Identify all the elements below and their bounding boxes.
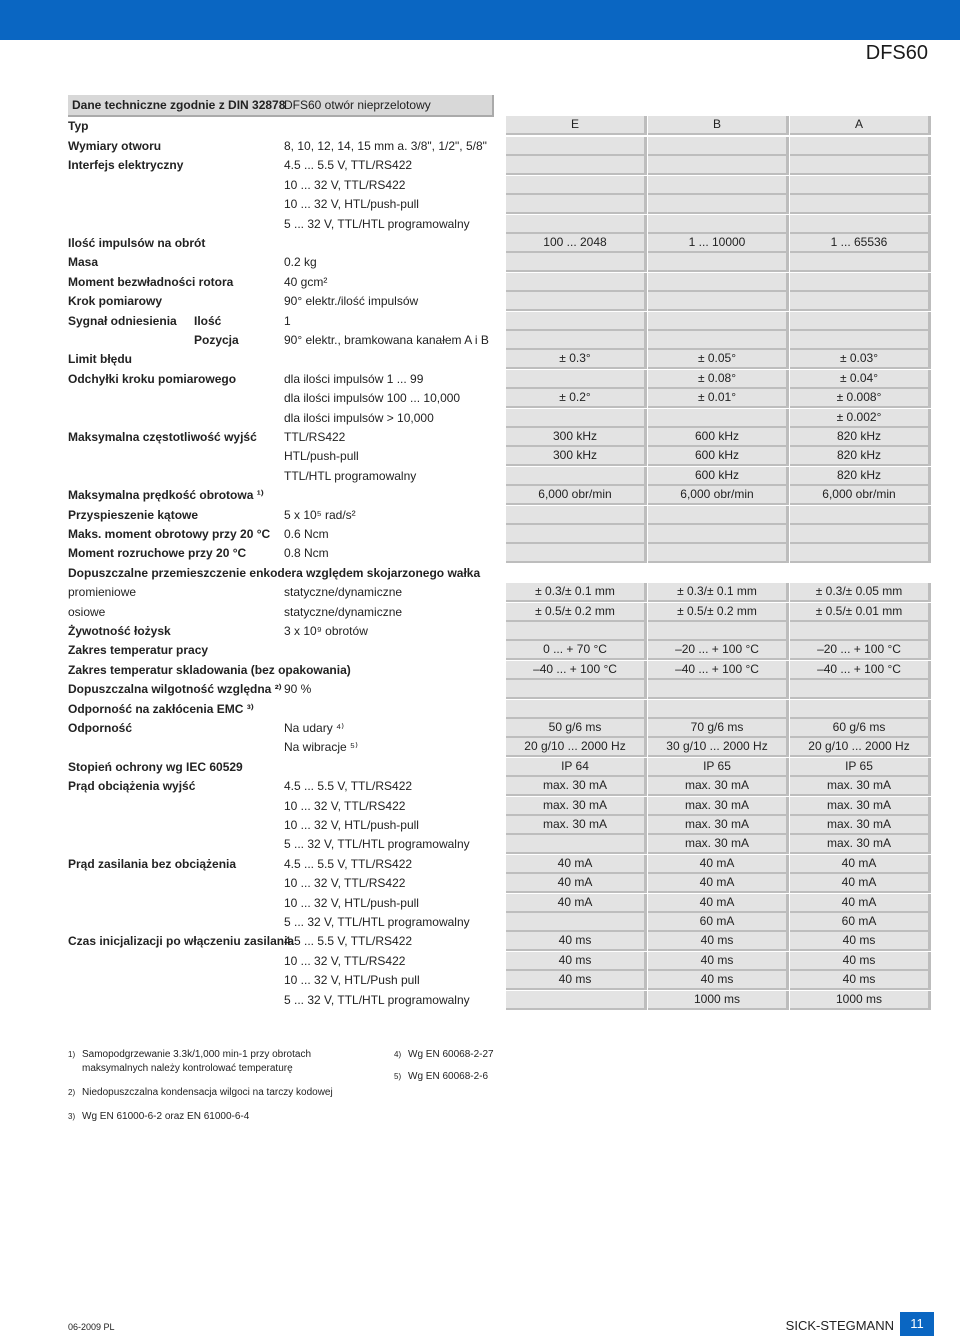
cell-a: –20 ... + 100 °C	[790, 641, 931, 660]
cell-e: 50 g/6 ms	[506, 719, 647, 738]
cell-a: ± 0.03°	[790, 350, 931, 369]
row-label: Przyspieszenie kątowe	[68, 508, 199, 522]
row-value: 10 ... 32 V, TTL/RS422	[284, 799, 406, 813]
row-label: Prąd zasilania bez obciążenia	[68, 857, 237, 871]
row-value: 10 ... 32 V, HTL/Push pull	[284, 973, 420, 987]
cell-a: ± 0.3/± 0.05 mm	[790, 583, 931, 602]
row-value: 5 ... 32 V, TTL/HTL programowalny	[284, 837, 470, 851]
cell-e: max. 30 mA	[506, 777, 647, 796]
cell-a	[790, 156, 931, 175]
cell-e: IP 64	[506, 758, 647, 777]
cell-b: 600 kHz	[648, 428, 789, 447]
row-label: Masa	[68, 255, 99, 269]
row-value: 10 ... 32 V, TTL/RS422	[284, 178, 406, 192]
row-value: Na wibracje ⁵⁾	[284, 740, 358, 754]
cell-b	[648, 273, 789, 292]
cell-b: 40 ms	[648, 932, 789, 951]
row-label: Krok pomiarowy	[68, 294, 163, 308]
cell-b: –20 ... + 100 °C	[648, 641, 789, 660]
row-label: Moment bezwładności rotora	[68, 275, 234, 289]
cell-e: ± 0.2°	[506, 389, 647, 408]
cell-a: IP 65	[790, 758, 931, 777]
cell-a: 40 mA	[790, 855, 931, 874]
cell-b	[648, 680, 789, 699]
row-label: Maksymalna częstotliwość wyjść	[68, 430, 257, 444]
footer-date: 06-2009 PL	[68, 1322, 115, 1332]
cell-b	[648, 215, 789, 234]
row-value: 8, 10, 12, 14, 15 mm a. 3/8", 1/2", 5/8"	[284, 139, 487, 153]
cell-e: 40 ms	[506, 971, 647, 990]
cell-b: 60 mA	[648, 913, 789, 932]
cell-a: 820 kHz	[790, 428, 931, 447]
cell-a	[790, 253, 931, 272]
cell-b	[648, 506, 789, 525]
cell-b	[648, 176, 789, 195]
cell-b: 1000 ms	[648, 991, 789, 1010]
cell-b	[648, 544, 789, 563]
cell-a: max. 30 mA	[790, 797, 931, 816]
brand-name: SICK-STEGMANN	[785, 1318, 894, 1333]
row-value: 5 x 10⁵ rad/s²	[284, 508, 356, 522]
cell-e	[506, 176, 647, 195]
table-title-right: DFS60 otwór nieprzelotowy	[284, 98, 431, 112]
row-label: Ilość impulsów na obrót	[68, 236, 206, 250]
row-value: statyczne/dynamiczne	[284, 585, 403, 599]
cell-b	[648, 137, 789, 156]
row-label: osiowe	[68, 605, 106, 619]
row-label: Wymiary otworu	[68, 139, 162, 153]
row-value: dla ilości impulsów > 10,000	[284, 411, 434, 425]
row-value: 90° elektr., bramkowana kanałem A i B	[284, 333, 489, 347]
cell-e: 100 ... 2048	[506, 234, 647, 253]
cell-e	[506, 991, 647, 1010]
cell-e	[506, 467, 647, 486]
page-number: 11	[900, 1312, 934, 1336]
cell-e	[506, 156, 647, 175]
cell-b	[648, 331, 789, 350]
cell-e	[506, 253, 647, 272]
cell-a: 60 mA	[790, 913, 931, 932]
cell-a	[790, 506, 931, 525]
cell-e	[506, 137, 647, 156]
row-value: 4.5 ... 5.5 V, TTL/RS422	[284, 857, 413, 871]
cell-e: ± 0.5/± 0.2 mm	[506, 603, 647, 622]
cell-a: 40 ms	[790, 952, 931, 971]
row-value: 10 ... 32 V, TTL/RS422	[284, 954, 406, 968]
cell-a: ± 0.5/± 0.01 mm	[790, 603, 931, 622]
cell-b	[648, 156, 789, 175]
cell-b: ± 0.08°	[648, 370, 789, 389]
row-label: Sygnał odniesienia	[68, 314, 177, 328]
row-value: 3 x 10⁹ obrotów	[284, 624, 368, 638]
cell-b: ± 0.5/± 0.2 mm	[648, 603, 789, 622]
cell-a: ± 0.002°	[790, 409, 931, 428]
row-label: promieniowe	[68, 585, 137, 599]
row-label: Stopień ochrony wg IEC 60529	[68, 760, 243, 774]
cell-b: max. 30 mA	[648, 835, 789, 854]
cell-a	[790, 331, 931, 350]
cell-a: 20 g/10 ... 2000 Hz	[790, 738, 931, 757]
row-value: 90° elektr./ilość impulsów	[284, 294, 419, 308]
cell-a	[790, 273, 931, 292]
cell-b: 40 mA	[648, 855, 789, 874]
cell-e	[506, 409, 647, 428]
row-label: Odporność na zakłócenia EMC ³⁾	[68, 702, 254, 716]
cell-e: 40 ms	[506, 932, 647, 951]
cell-a: 820 kHz	[790, 467, 931, 486]
cell-a	[790, 195, 931, 214]
row-label: Odporność	[68, 721, 133, 735]
row-value: HTL/push-pull	[284, 449, 359, 463]
cell-e	[506, 680, 647, 699]
row-value: 90 %	[284, 682, 312, 696]
cell-e: ± 0.3/± 0.1 mm	[506, 583, 647, 602]
cell-e: max. 30 mA	[506, 797, 647, 816]
cell-e	[506, 215, 647, 234]
cell-a: –40 ... + 100 °C	[790, 661, 931, 680]
row-value: 5 ... 32 V, TTL/HTL programowalny	[284, 217, 470, 231]
cell-a: 820 kHz	[790, 447, 931, 466]
type-label: Typ	[68, 119, 89, 133]
footnote: 2) Niedopuszczalna kondensacja wilgoci na tarczy kodowej	[68, 1087, 333, 1098]
cell-b: –40 ... + 100 °C	[648, 661, 789, 680]
cell-b	[648, 292, 789, 311]
cell-a: 40 ms	[790, 932, 931, 951]
cell-b	[648, 700, 789, 719]
row-value: 10 ... 32 V, HTL/push-pull	[284, 197, 419, 211]
cell-a	[790, 176, 931, 195]
row-value: Na udary ⁴⁾	[284, 721, 345, 735]
row-label: Limit błędu	[68, 352, 132, 366]
row-label: Dopuszczalne przemieszczenie enkodera względem skojarzonego wałka	[68, 566, 481, 580]
row-value: 1	[284, 314, 291, 328]
footnote: 5) Wg EN 60068-2-6	[394, 1071, 489, 1082]
cell-e	[506, 292, 647, 311]
cell-a: max. 30 mA	[790, 816, 931, 835]
cell-b	[648, 195, 789, 214]
row-value: 4.5 ... 5.5 V, TTL/RS422	[284, 779, 413, 793]
footnote: 4) Wg EN 60068-2-27	[394, 1049, 494, 1060]
cell-e	[506, 331, 647, 350]
cell-e: ± 0.3°	[506, 350, 647, 369]
cell-e	[506, 544, 647, 563]
row-value: TTL/HTL programowalny	[284, 469, 417, 483]
col-header-a: A	[790, 116, 931, 135]
cell-e: 6,000 obr/min	[506, 486, 647, 505]
table-title-left: Dane techniczne zgodnie z DIN 32878	[72, 98, 286, 112]
row-value: 0.8 Ncm	[284, 546, 329, 560]
row-value: 4.5 ... 5.5 V, TTL/RS422	[284, 934, 413, 948]
cell-b: 600 kHz	[648, 447, 789, 466]
cell-e: max. 30 mA	[506, 816, 647, 835]
cell-e	[506, 273, 647, 292]
cell-e: 20 g/10 ... 2000 Hz	[506, 738, 647, 757]
cell-a	[790, 700, 931, 719]
cell-b: ± 0.05°	[648, 350, 789, 369]
cell-a	[790, 622, 931, 641]
cell-a: 60 g/6 ms	[790, 719, 931, 738]
footnote: 3) Wg EN 61000-6-2 oraz EN 61000-6-4	[68, 1111, 250, 1122]
cell-b	[648, 622, 789, 641]
cell-b: max. 30 mA	[648, 777, 789, 796]
row-value: dla ilości impulsów 1 ... 99	[284, 372, 424, 386]
row-value: 10 ... 32 V, TTL/RS422	[284, 876, 406, 890]
row-label: Prąd obciążenia wyjść	[68, 779, 196, 793]
cell-e: –40 ... + 100 °C	[506, 661, 647, 680]
row-sublabel: Ilość	[194, 314, 222, 328]
table-title-bar	[68, 95, 494, 117]
cell-b	[648, 409, 789, 428]
row-label: Czas inicjalizacji po włączeniu zasilania	[68, 934, 295, 948]
cell-a: max. 30 mA	[790, 777, 931, 796]
cell-e: 300 kHz	[506, 428, 647, 447]
cell-b: 70 g/6 ms	[648, 719, 789, 738]
row-value: 40 gcm²	[284, 275, 328, 289]
footnote: 1) Samopodgrzewanie 3.3k/1,000 min-1 przy obrotach maksymalnych należy kontrolować temperaturę	[68, 1049, 312, 1074]
cell-e: 300 kHz	[506, 447, 647, 466]
cell-b: 40 mA	[648, 894, 789, 913]
cell-b	[648, 525, 789, 544]
footnotes-right	[394, 1048, 594, 1088]
cell-e: 40 mA	[506, 874, 647, 893]
cell-b	[648, 312, 789, 331]
cell-b: 1 ... 10000	[648, 234, 789, 253]
top-brand-bar	[0, 0, 960, 40]
cell-e	[506, 370, 647, 389]
cell-e	[506, 622, 647, 641]
cell-b: ± 0.3/± 0.1 mm	[648, 583, 789, 602]
cell-e: 40 mA	[506, 894, 647, 913]
cell-a	[790, 292, 931, 311]
row-value: 10 ... 32 V, HTL/push-pull	[284, 896, 419, 910]
cell-a: 1 ... 65536	[790, 234, 931, 253]
cell-b: 40 mA	[648, 874, 789, 893]
row-value: 0.2 kg	[284, 255, 317, 269]
cell-b: IP 65	[648, 758, 789, 777]
cell-b: 600 kHz	[648, 467, 789, 486]
cell-a: 40 mA	[790, 874, 931, 893]
row-sublabel: Pozycja	[194, 333, 239, 347]
cell-e	[506, 525, 647, 544]
cell-b: 6,000 obr/min	[648, 486, 789, 505]
row-value: 5 ... 32 V, TTL/HTL programowalny	[284, 915, 470, 929]
col-header-e: E	[506, 116, 647, 135]
cell-e	[506, 506, 647, 525]
cell-e: 40 mA	[506, 855, 647, 874]
cell-a: ± 0.008°	[790, 389, 931, 408]
row-value: dla ilości impulsów 100 ... 10,000	[284, 391, 461, 405]
cell-a	[790, 215, 931, 234]
cell-a	[790, 312, 931, 331]
col-header-b: B	[648, 116, 789, 135]
cell-a	[790, 137, 931, 156]
row-label: Zakres temperatur pracy	[68, 643, 209, 657]
cell-e	[506, 700, 647, 719]
row-value: statyczne/dynamiczne	[284, 605, 403, 619]
cell-e	[506, 835, 647, 854]
cell-a: 40 ms	[790, 971, 931, 990]
cell-a	[790, 525, 931, 544]
cell-a: 6,000 obr/min	[790, 486, 931, 505]
cell-e: 40 ms	[506, 952, 647, 971]
cell-a: max. 30 mA	[790, 835, 931, 854]
cell-b: 40 ms	[648, 971, 789, 990]
cell-a	[790, 680, 931, 699]
cell-b: 30 g/10 ... 2000 Hz	[648, 738, 789, 757]
model-title: DFS60	[865, 42, 928, 64]
cell-e	[506, 195, 647, 214]
cell-b: ± 0.01°	[648, 389, 789, 408]
row-value: 10 ... 32 V, HTL/push-pull	[284, 818, 419, 832]
row-value: 4.5 ... 5.5 V, TTL/RS422	[284, 158, 413, 172]
row-label: Interfejs elektryczny	[68, 158, 184, 172]
row-label: Zakres temperatur skladowania (bez opakowania)	[68, 663, 351, 677]
cell-b: max. 30 mA	[648, 816, 789, 835]
row-label: Maksymalna prędkość obrotowa ¹⁾	[68, 488, 264, 502]
cell-b: max. 30 mA	[648, 797, 789, 816]
footnotes-left	[68, 1048, 378, 1128]
cell-b	[648, 253, 789, 272]
cell-a: 40 mA	[790, 894, 931, 913]
row-label: Moment rozruchowe przy 20 °C	[68, 546, 247, 560]
row-label: Maks. moment obrotowy przy 20 °C	[68, 527, 271, 541]
cell-e: 0 ... + 70 °C	[506, 641, 647, 660]
cell-a: ± 0.04°	[790, 370, 931, 389]
cell-e	[506, 913, 647, 932]
cell-a	[790, 544, 931, 563]
row-label: Odchyłki kroku pomiarowego	[68, 372, 237, 386]
row-value: TTL/RS422	[284, 430, 346, 444]
cell-e	[506, 312, 647, 331]
row-value: 5 ... 32 V, TTL/HTL programowalny	[284, 993, 470, 1007]
cell-b: 40 ms	[648, 952, 789, 971]
cell-a: 1000 ms	[790, 991, 931, 1010]
row-value: 0.6 Ncm	[284, 527, 329, 541]
row-label: Dopuszczalna wilgotność względna ²⁾	[68, 682, 282, 696]
row-label: Żywotność łożysk	[68, 624, 171, 638]
